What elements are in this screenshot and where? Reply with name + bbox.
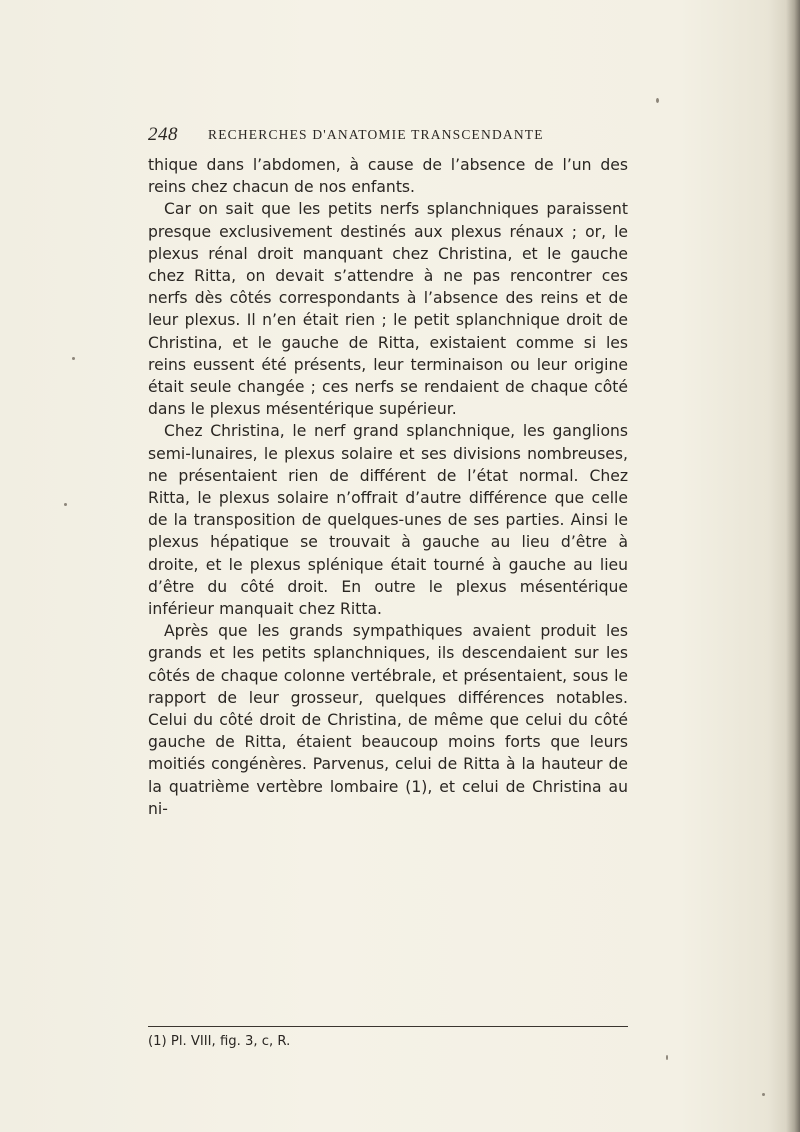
- body-text: [148, 154, 628, 820]
- page-edge-shadow: [786, 0, 800, 1132]
- print-speck: [656, 98, 659, 103]
- paragraph: Car on sait que les petits nerfs splanchniques paraissent presque exclusivement destinés aux plexus rénaux ; or, le plexus rénal droit manquant chez Christina, et le gauche chez Ritta, on devait s’attendre à ne pas rencontrer ces nerfs dès côtés correspondants à l’absence des reins et de leur plexus. Il n’en était rien ; le petit splanchnique droit de Christina, et le gauche de Ritta, existaient comme si les reins eussent été présents, leur terminaison ou leur origine était seule changée ; ces nerfs se rendaient de chaque côté dans le plexus mésentérique supérieur.: [148, 200, 628, 419]
- paragraph: Après que les grands sympathiques avaient produit les grands et les petits splanchniques, ils descendaient sur les côtés de chaque colonne vertébrale, et présentaient, sous le rapport de leur grosseur, quelques différences notables. Celui du côté droit de Christina, de même que celui du côté gauche de Ritta, étaient beaucoup moins forts que leurs moitiés congénères. Parvenus, celui de Ritta à la hauteur de la quatrième vertèbre lombaire (1), et celui de Christina au ni-: [148, 622, 628, 818]
- print-speck: [64, 503, 67, 506]
- print-speck: [762, 1093, 765, 1096]
- print-speck: [72, 357, 75, 360]
- footnote-rule: [148, 1026, 628, 1027]
- page-number: 248: [148, 124, 178, 145]
- page-header: [148, 124, 628, 148]
- running-head: RECHERCHES D'ANATOMIE TRANSCENDANTE: [208, 127, 544, 142]
- paragraph: Chez Christina, le nerf grand splanchnique, les ganglions semi-lunaires, le plexus solaire et ses divisions nombreuses, ne présentaient rien de différent de l’état normal. Chez Ritta, le plexus solaire n’offrait d’autre différence que celle de la transposition de quelques-unes de ses parties. Ainsi le plexus hépatique se trouvait à gauche au lieu d’être à droite, et le plexus splénique était tourné à gauche au lieu d’être du côté droit. En outre le plexus mésentérique inférieur manquait chez Ritta.: [148, 422, 628, 619]
- footnote: (1) Pl. VIII, fig. 3, c, R.: [148, 1034, 291, 1049]
- paragraph: thique dans l’abdomen, à cause de l’absence de l’un des reins chez chacun de nos enfants.: [148, 156, 628, 197]
- print-speck: [666, 1055, 668, 1060]
